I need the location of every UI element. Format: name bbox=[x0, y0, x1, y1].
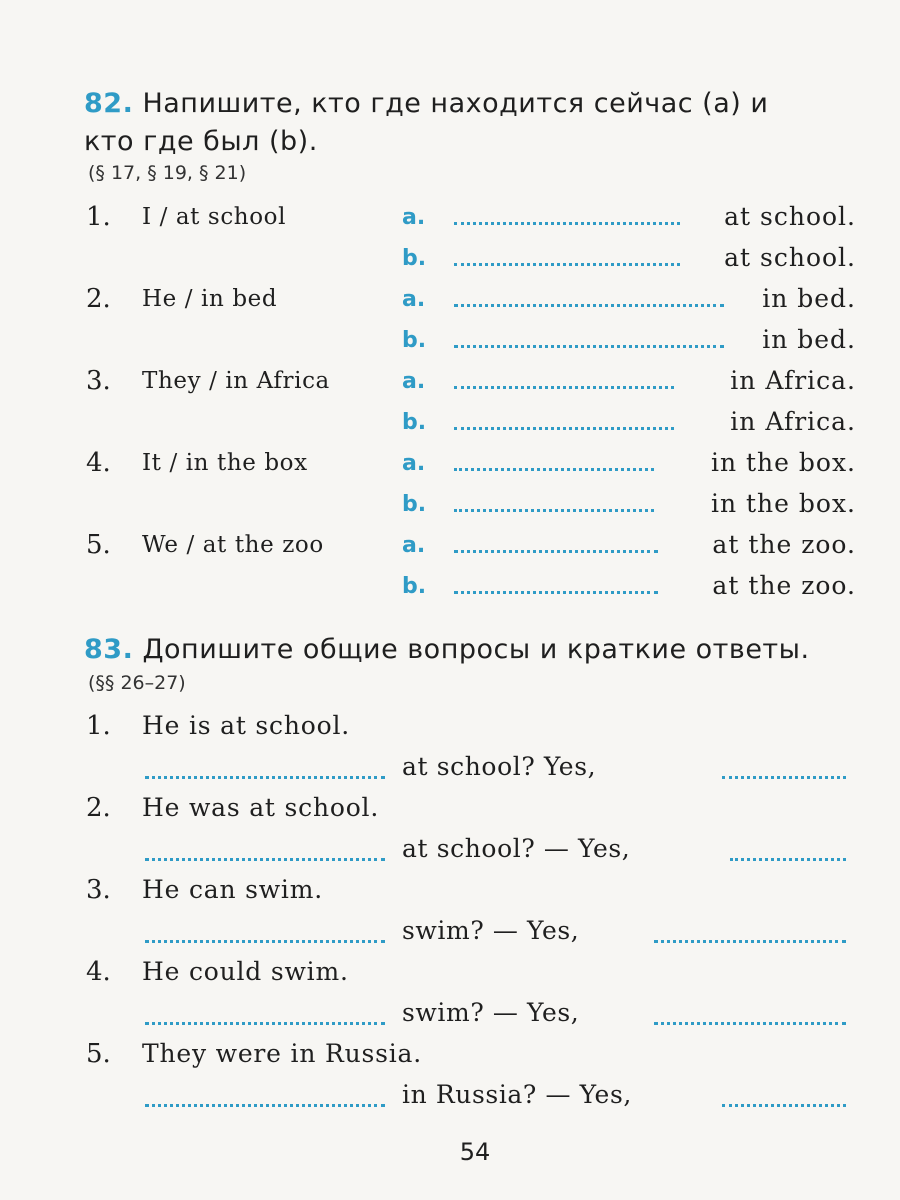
ex82-item-1-a-tail: at school. bbox=[724, 202, 856, 231]
ex83-item-3-question-blank[interactable] bbox=[145, 940, 385, 943]
ex82-item-1-a-label: a. bbox=[402, 205, 426, 230]
ex82-item-2-a-label: a. bbox=[402, 287, 426, 312]
exercise-82-title-line2: кто где был (b). bbox=[84, 126, 318, 157]
ex82-item-5-number: 5. bbox=[86, 530, 111, 560]
ex82-item-2-a-tail: in bed. bbox=[762, 284, 856, 313]
ex82-item-3-b-blank[interactable] bbox=[454, 427, 674, 430]
ex83-item-5-question: in Russia? — Yes, bbox=[402, 1080, 632, 1109]
ex83-item-2-sentence: He was at school. bbox=[142, 793, 380, 822]
ex82-item-4-b-blank[interactable] bbox=[454, 509, 654, 512]
ex83-item-2-question: at school? — Yes, bbox=[402, 834, 631, 863]
ex83-item-3-answer-blank[interactable] bbox=[654, 940, 846, 943]
ex83-item-3-number: 3. bbox=[86, 875, 111, 905]
exercise-83-title: 83. Допишите общие вопросы и краткие ответы. bbox=[84, 634, 810, 665]
ex83-item-5-answer-blank[interactable] bbox=[722, 1104, 846, 1107]
ex83-item-4-answer-blank[interactable] bbox=[654, 1022, 846, 1025]
ex83-item-4-question: swim? — Yes, bbox=[402, 998, 580, 1027]
ex83-item-1-sentence: He is at school. bbox=[142, 711, 350, 740]
ex82-item-5-a-tail: at the zoo. bbox=[712, 530, 856, 559]
ex82-item-3-prompt: They / in Africa bbox=[142, 368, 330, 394]
exercise-83-number: 83. bbox=[84, 634, 134, 665]
ex83-item-1-number: 1. bbox=[86, 711, 111, 741]
ex83-item-2-number: 2. bbox=[86, 793, 111, 823]
ex82-item-5-b-blank[interactable] bbox=[454, 591, 658, 594]
ex82-item-2-b-blank[interactable] bbox=[454, 345, 724, 348]
page-number: 54 bbox=[459, 1138, 491, 1166]
ex82-item-1-b-tail: at school. bbox=[724, 243, 856, 272]
ex82-item-2-number: 2. bbox=[86, 284, 111, 314]
ex82-item-1-b-label: b. bbox=[402, 246, 427, 271]
ex82-item-1-a-blank[interactable] bbox=[454, 222, 680, 225]
ex83-item-3-question: swim? — Yes, bbox=[402, 916, 580, 945]
ex83-item-5-question-blank[interactable] bbox=[145, 1104, 385, 1107]
ex82-item-5-prompt: We / at the zoo bbox=[142, 532, 324, 558]
ex82-item-4-a-blank[interactable] bbox=[454, 468, 654, 471]
ex82-item-2-b-tail: in bed. bbox=[762, 325, 856, 354]
ex82-item-5-b-label: b. bbox=[402, 574, 427, 599]
ex83-item-1-question: at school? Yes, bbox=[402, 752, 597, 781]
exercise-83-refs: (§§ 26–27) bbox=[88, 672, 186, 694]
ex82-item-3-a-label: a. bbox=[402, 369, 426, 394]
ex82-item-3-b-tail: in Africa. bbox=[730, 407, 856, 436]
ex83-item-2-answer-blank[interactable] bbox=[730, 858, 846, 861]
ex82-item-4-b-tail: in the box. bbox=[710, 489, 856, 518]
ex82-item-1-b-blank[interactable] bbox=[454, 263, 680, 266]
ex82-item-2-prompt: He / in bed bbox=[142, 286, 278, 312]
exercise-82-refs: (§ 17, § 19, § 21) bbox=[88, 162, 247, 184]
ex83-item-5-sentence: They were in Russia. bbox=[142, 1039, 423, 1068]
ex82-item-1-number: 1. bbox=[86, 202, 111, 232]
ex83-item-5-number: 5. bbox=[86, 1039, 111, 1069]
ex82-item-5-a-blank[interactable] bbox=[454, 550, 658, 553]
ex82-item-4-b-label: b. bbox=[402, 492, 427, 517]
ex82-item-3-b-label: b. bbox=[402, 410, 427, 435]
ex82-item-5-a-label: a. bbox=[402, 533, 426, 558]
ex82-item-4-a-tail: in the box. bbox=[710, 448, 856, 477]
ex82-item-4-prompt: It / in the box bbox=[142, 450, 308, 476]
ex82-item-3-a-blank[interactable] bbox=[454, 386, 674, 389]
ex82-item-3-number: 3. bbox=[86, 366, 111, 396]
ex82-item-3-a-tail: in Africa. bbox=[730, 366, 856, 395]
ex82-item-1-prompt: I / at school bbox=[142, 204, 287, 230]
ex83-item-4-number: 4. bbox=[86, 957, 111, 987]
ex83-item-4-question-blank[interactable] bbox=[145, 1022, 385, 1025]
ex83-item-3-sentence: He can swim. bbox=[142, 875, 323, 904]
ex83-item-1-question-blank[interactable] bbox=[145, 776, 385, 779]
ex82-item-4-number: 4. bbox=[86, 448, 111, 478]
ex82-item-5-b-tail: at the zoo. bbox=[712, 571, 856, 600]
exercise-82-title-line1: 82. Напишите, кто где находится сейчас (a) и bbox=[84, 88, 769, 119]
exercise-82-number: 82. bbox=[84, 88, 134, 119]
ex83-item-4-sentence: He could swim. bbox=[142, 957, 349, 986]
ex82-item-2-b-label: b. bbox=[402, 328, 427, 353]
ex82-item-2-a-blank[interactable] bbox=[454, 304, 724, 307]
ex83-item-2-question-blank[interactable] bbox=[145, 858, 385, 861]
ex83-item-1-answer-blank[interactable] bbox=[722, 776, 846, 779]
ex82-item-4-a-label: a. bbox=[402, 451, 426, 476]
